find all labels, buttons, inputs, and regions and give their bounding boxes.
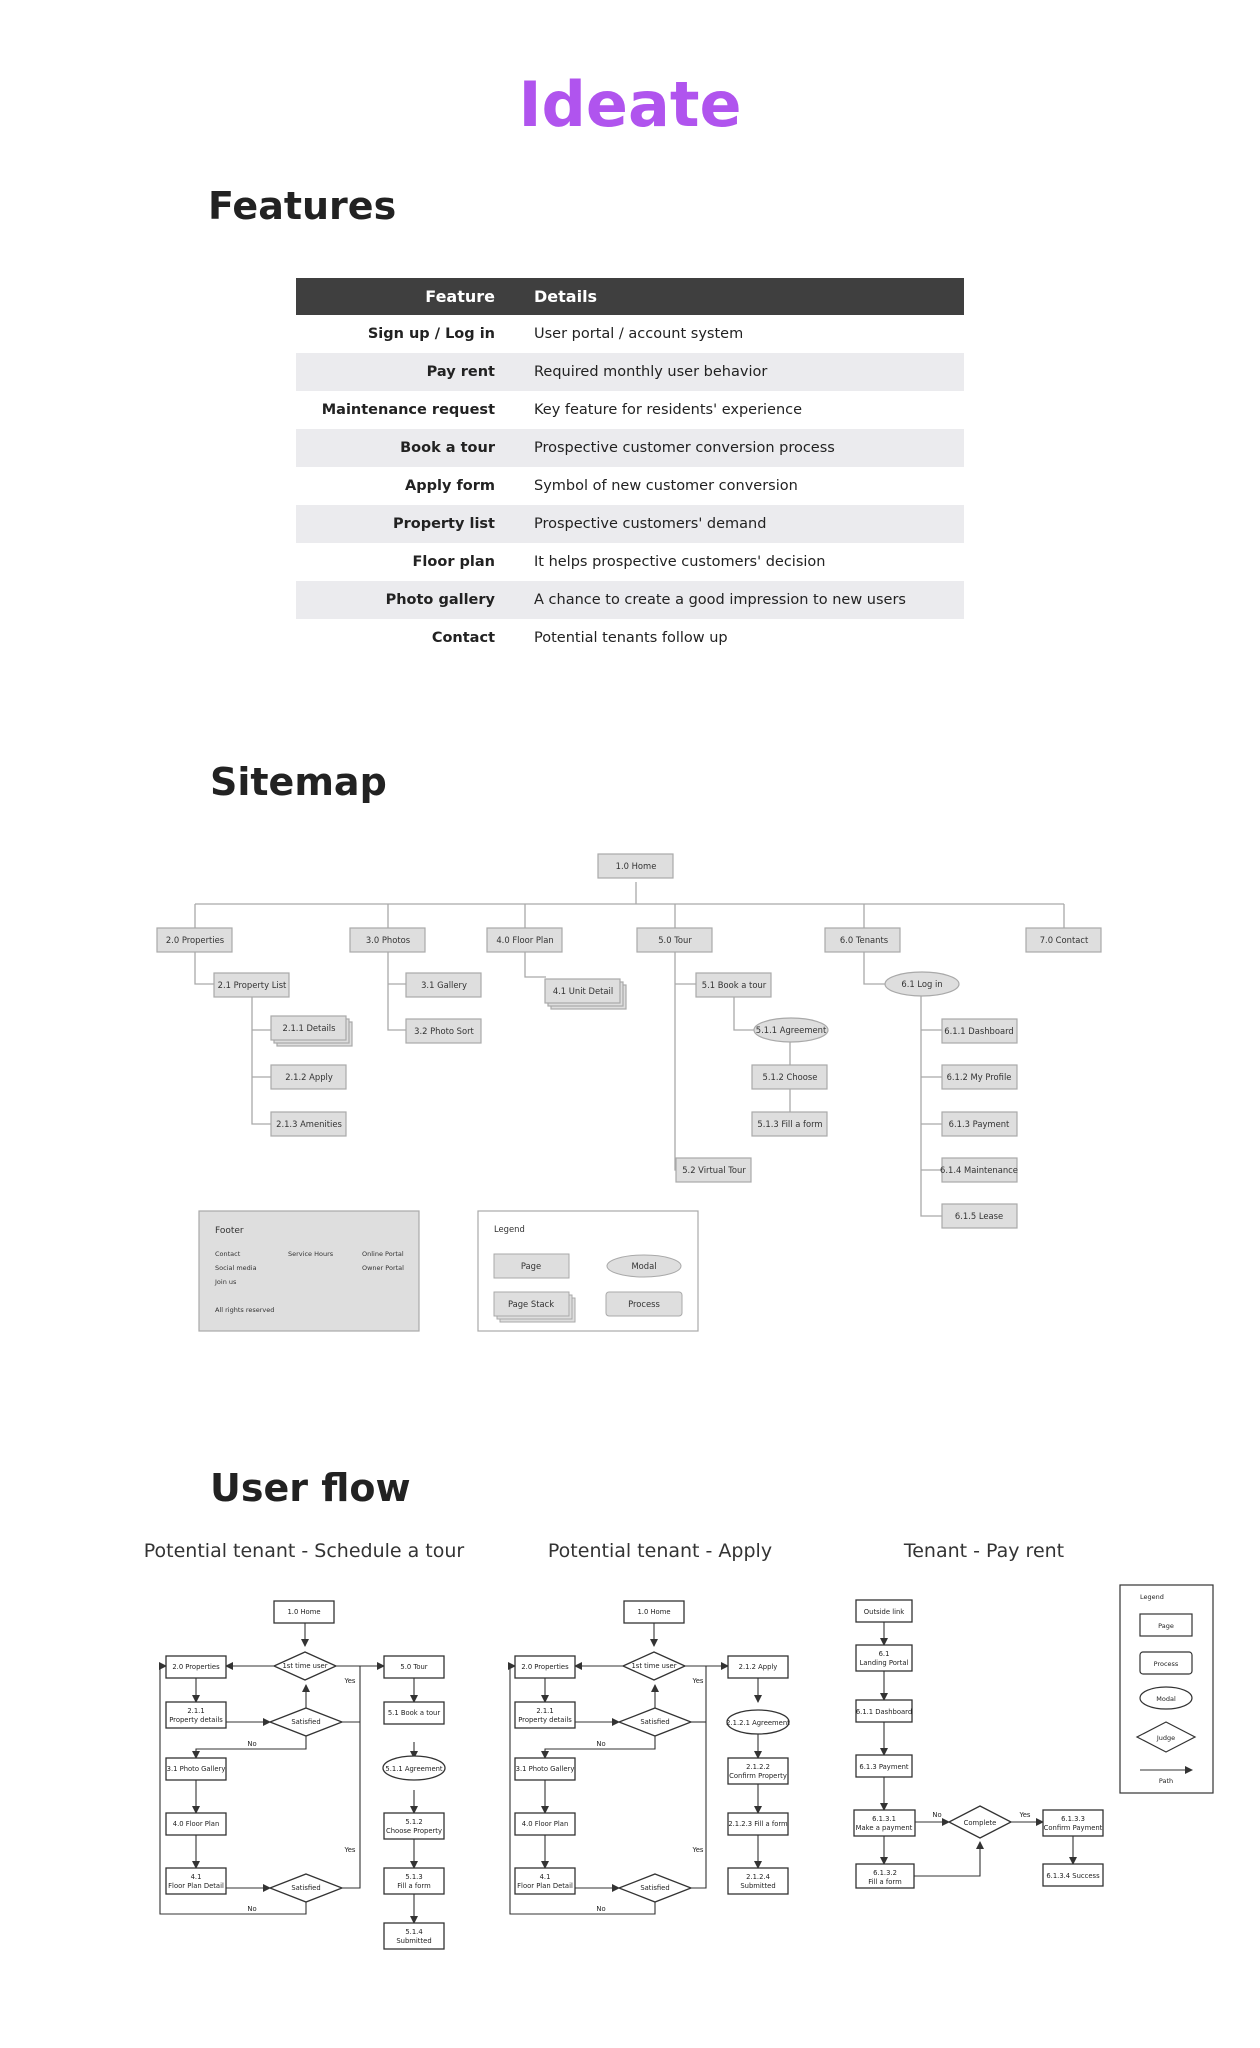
flow1-home: 1.0 Home <box>287 1608 321 1616</box>
flow-schedule-tour <box>160 1601 445 1949</box>
sitemap-maintenance: 6.1.4 Maintenance <box>940 1165 1018 1175</box>
flow1-tour: 5.0 Tour <box>400 1663 428 1671</box>
flow1-submitted-num: 5.1.4 <box>405 1928 423 1936</box>
sitemap-my-profile: 6.1.2 My Profile <box>946 1072 1012 1082</box>
legend-page-stack: Page Stack <box>507 1299 555 1309</box>
flow1-book: 5.1 Book a tour <box>387 1709 441 1717</box>
flow-legend-process: Process <box>1153 1660 1179 1668</box>
flow3-payment: 6.1.3 Payment <box>859 1763 909 1771</box>
sitemap-heading: Sitemap <box>210 760 387 804</box>
flow2-satisfied-2: Satisfied <box>640 1884 670 1892</box>
table-row <box>296 353 964 391</box>
flow-legend-page: Page <box>1158 1622 1174 1630</box>
sitemap-connectors <box>195 882 1064 1216</box>
userflow-heading: User flow <box>210 1466 411 1510</box>
flow1-choose-num: 5.1.2 <box>405 1818 423 1826</box>
legend-title: Legend <box>494 1224 525 1234</box>
flow2-no-2: No <box>596 1905 606 1913</box>
details-cell: Required monthly user behavior <box>495 353 964 391</box>
flow3-dashboard: 6.1.1 Dashboard <box>855 1708 913 1716</box>
sitemap-home: 1.0 Home <box>615 861 657 871</box>
footer-rights: All rights reserved <box>215 1306 275 1314</box>
sitemap-contact: 7.0 Contact <box>1039 935 1089 945</box>
details-cell: Key feature for residents' experience <box>534 402 803 418</box>
flow3-confirm: Confirm Payment <box>1043 1824 1103 1832</box>
flow2-gallery: 3.1 Photo Gallery <box>515 1765 575 1773</box>
feature-cell: Photo gallery <box>296 581 495 619</box>
flow2-prop-details: Property details <box>518 1716 572 1724</box>
sitemap-photo-sort: 3.2 Photo Sort <box>414 1026 474 1036</box>
flow-legend-title: Legend <box>1140 1593 1164 1601</box>
table-row <box>296 467 964 505</box>
feature-cell: Contact <box>431 630 495 646</box>
table-row <box>296 429 964 467</box>
table-header-row <box>296 278 964 315</box>
flow2-floor-plan: 4.0 Floor Plan <box>521 1820 569 1828</box>
flow1-satisfied-1: Satisfied <box>291 1718 321 1726</box>
table-row <box>296 619 964 657</box>
flow2-confirm-num: 2.1.2.2 <box>746 1763 770 1771</box>
legend-page: Page <box>520 1261 542 1271</box>
column-header-feature: Feature <box>296 278 495 315</box>
flow3-landing: Landing Portal <box>859 1659 909 1667</box>
sitemap-choose: 5.1.2 Choose <box>762 1072 818 1082</box>
sitemap-details: 2.1.1 Details <box>282 1023 336 1033</box>
flow2-yes-2: Yes <box>692 1846 704 1854</box>
sitemap-agreement: 5.1.1 Agreement <box>755 1025 827 1035</box>
legend-process: Process <box>628 1299 660 1309</box>
sitemap-properties: 2.0 Properties <box>165 935 225 945</box>
flow2-submitted: Submitted <box>740 1882 776 1890</box>
flow2-yes-1: Yes <box>692 1677 704 1685</box>
feature-cell: Book a tour <box>296 429 495 467</box>
details-cell: User portal / account system <box>534 326 744 342</box>
flow3-success: 6.1.3.4 Success <box>1046 1872 1100 1880</box>
details-cell: Symbol of new customer conversion <box>534 478 798 494</box>
footer-link: Join us <box>215 1278 237 1286</box>
table-row <box>296 315 964 353</box>
flow2-confirm: Confirm Property <box>729 1772 787 1780</box>
flow-legend-modal: Modal <box>1156 1695 1176 1703</box>
flow1-yes-2: Yes <box>344 1846 356 1854</box>
flow1-first-time: 1st time user <box>282 1662 328 1670</box>
flow1-fill: Fill a form <box>397 1882 431 1890</box>
flow2-fill: 2.1.2.3 Fill a form <box>728 1820 788 1828</box>
flow1-fp-detail-num: 4.1 <box>190 1873 202 1881</box>
flow-title-apply: Potential tenant - Apply <box>547 1540 773 1562</box>
flow2-fp-detail: Floor Plan Detail <box>517 1882 573 1890</box>
flow3-make-num: 6.1.3.1 <box>872 1815 896 1823</box>
flow1-agreement: 5.1.1 Agreement <box>385 1765 443 1773</box>
sitemap-virtual-tour: 5.2 Virtual Tour <box>682 1165 746 1175</box>
flow-apply <box>510 1601 790 1914</box>
feature-cell: Maintenance request <box>321 402 495 418</box>
sitemap-apply: 2.1.2 Apply <box>285 1072 333 1082</box>
flow3-complete: Complete <box>963 1819 997 1827</box>
table-row <box>296 505 964 543</box>
sitemap-lease: 6.1.5 Lease <box>954 1211 1004 1221</box>
flow2-submitted-num: 2.1.2.4 <box>746 1873 770 1881</box>
sitemap-unit-detail: 4.1 Unit Detail <box>552 986 614 996</box>
sitemap-gallery: 3.1 Gallery <box>421 980 467 990</box>
feature-cell: Apply form <box>405 478 495 494</box>
flow1-prop-details: Property details <box>169 1716 223 1724</box>
flow1-properties: 2.0 Properties <box>172 1663 220 1671</box>
flow2-home: 1.0 Home <box>637 1608 671 1616</box>
table-row <box>296 581 964 619</box>
flow3-outside: Outside link <box>863 1608 905 1616</box>
flow1-no-2: No <box>247 1905 257 1913</box>
flow1-fp-detail: Floor Plan Detail <box>168 1882 224 1890</box>
footer-link: Contact <box>215 1250 241 1258</box>
details-cell: It helps prospective customers' decision <box>534 554 826 570</box>
feature-cell: Floor plan <box>412 554 495 570</box>
flow1-gallery: 3.1 Photo Gallery <box>166 1765 226 1773</box>
sitemap-fill-form: 5.1.3 Fill a form <box>757 1119 823 1129</box>
details-cell: A chance to create a good impression to new users <box>495 581 964 619</box>
sitemap-dashboard: 6.1.1 Dashboard <box>944 1026 1014 1036</box>
flow1-yes-1: Yes <box>344 1677 356 1685</box>
sitemap-amenities: 2.1.3 Amenities <box>276 1119 342 1129</box>
footer-link: Service Hours <box>288 1250 334 1258</box>
sitemap-diagram <box>0 830 1260 1350</box>
flow1-submitted: Submitted <box>396 1937 432 1945</box>
sitemap-property-list: 2.1 Property List <box>217 980 287 990</box>
sitemap-photos: 3.0 Photos <box>365 935 411 945</box>
flow3-confirm-num: 6.1.3.3 <box>1061 1815 1085 1823</box>
flow1-floor-plan: 4.0 Floor Plan <box>172 1820 220 1828</box>
flow-title-pay-rent: Tenant - Pay rent <box>903 1540 1065 1562</box>
flow2-no-1: No <box>596 1740 606 1748</box>
flow2-satisfied-1: Satisfied <box>640 1718 670 1726</box>
flow2-prop-details-num: 2.1.1 <box>536 1707 554 1715</box>
flow1-fill-num: 5.1.3 <box>405 1873 423 1881</box>
flow-legend-path: Path <box>1158 1777 1174 1785</box>
flow2-properties: 2.0 Properties <box>521 1663 569 1671</box>
sitemap-legend <box>478 1211 698 1331</box>
flow3-fill: Fill a form <box>868 1878 902 1886</box>
flow2-apply: 2.1.2 Apply <box>738 1663 778 1671</box>
feature-cell: Sign up / Log in <box>367 326 495 342</box>
sitemap-floor-plan: 4.0 Floor Plan <box>496 935 554 945</box>
sitemap-tour: 5.0 Tour <box>658 935 692 945</box>
footer-link: Online Portal <box>362 1250 404 1258</box>
sitemap-footer <box>199 1211 419 1331</box>
flow1-no-1: No <box>247 1740 257 1748</box>
flow2-agreement: 2.1.2.1 Agreement <box>726 1719 790 1727</box>
feature-cell: Property list <box>296 505 495 543</box>
features-table <box>296 278 964 657</box>
userflow-diagrams <box>0 1580 1260 1980</box>
flow3-landing-num: 6.1 <box>878 1650 890 1658</box>
flow3-yes: Yes <box>1019 1811 1031 1819</box>
feature-cell: Pay rent <box>296 353 495 391</box>
flow1-choose: Choose Property <box>385 1827 443 1835</box>
details-cell: Prospective customer conversion process <box>495 429 964 467</box>
flow-pay-rent <box>854 1585 1213 1888</box>
flow3-make: Make a payment <box>855 1824 913 1832</box>
flow-legend-judge: Judge <box>1156 1734 1176 1742</box>
legend-modal: Modal <box>631 1261 657 1271</box>
sitemap-login: 6.1 Log in <box>901 979 943 989</box>
flow1-prop-details-num: 2.1.1 <box>187 1707 205 1715</box>
features-heading: Features <box>208 184 397 228</box>
page-title: Ideate <box>518 68 742 141</box>
details-cell: Potential tenants follow up <box>534 630 728 646</box>
flow3-fill-num: 6.1.3.2 <box>873 1869 897 1877</box>
userflow-legend <box>1120 1585 1213 1793</box>
column-header-details: Details <box>495 278 964 315</box>
footer-link: Owner Portal <box>362 1264 404 1272</box>
flow-title-schedule-tour: Potential tenant - Schedule a tour <box>143 1540 465 1562</box>
flow2-first-time: 1st time user <box>631 1662 677 1670</box>
table-row <box>296 543 964 581</box>
sitemap-book-tour: 5.1 Book a tour <box>701 980 767 990</box>
sitemap-tenants: 6.0 Tenants <box>839 935 889 945</box>
footer-link: Social media <box>215 1264 257 1272</box>
sitemap-payment: 6.1.3 Payment <box>948 1119 1010 1129</box>
flow3-no: No <box>932 1811 942 1819</box>
details-cell: Prospective customers' demand <box>495 505 964 543</box>
flow2-fp-detail-num: 4.1 <box>539 1873 551 1881</box>
table-row <box>296 391 964 429</box>
footer-title: Footer <box>215 1226 244 1236</box>
flow1-satisfied-2: Satisfied <box>291 1884 321 1892</box>
